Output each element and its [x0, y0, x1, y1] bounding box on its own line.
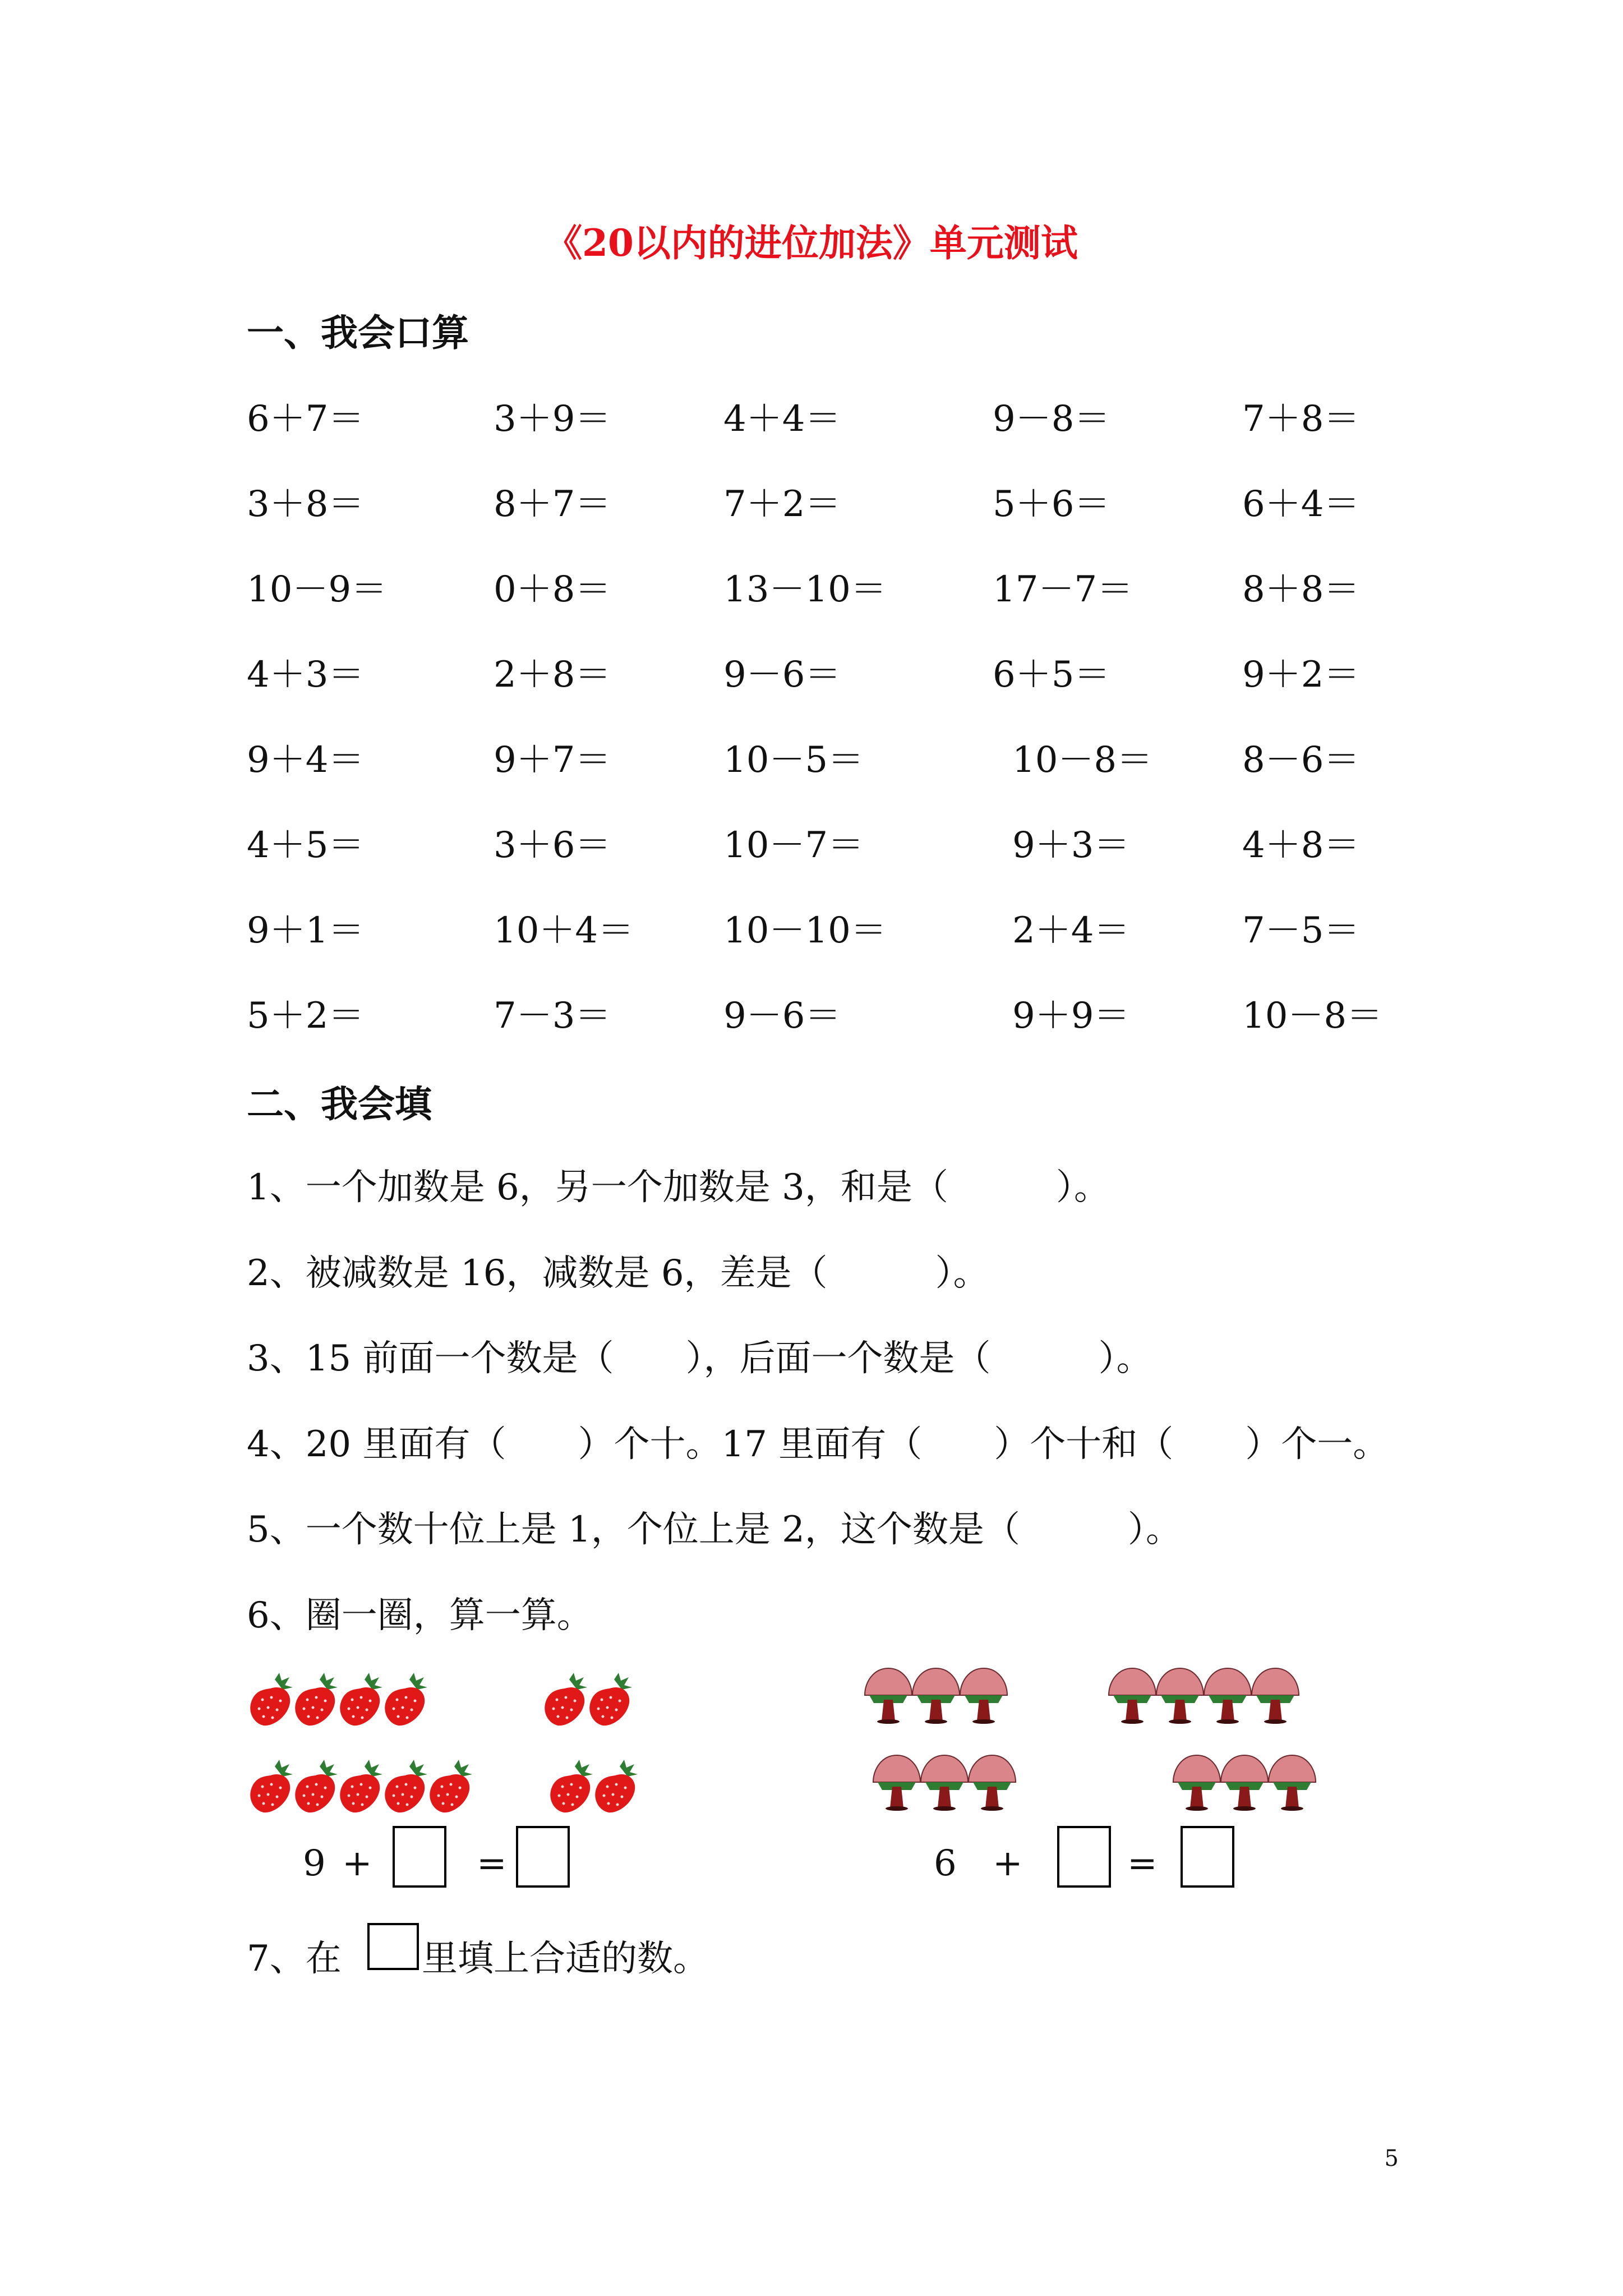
question-6: 6、圈一圈，算一算。 [247, 1595, 593, 1636]
arith-item: 8＋8＝ [1242, 569, 1360, 610]
strawberry-icon [292, 1759, 339, 1815]
arith-item: 6＋7＝ [247, 398, 365, 440]
right-answer-box-2[interactable] [1181, 1826, 1234, 1888]
mushroom-icon [967, 1753, 1017, 1811]
strawberry-icon [247, 1759, 294, 1815]
arith-item: 4＋5＝ [247, 825, 365, 866]
strawberry-icon [381, 1759, 428, 1815]
strawberry-icon [586, 1672, 633, 1728]
question-5: 5、一个数十位上是 1，个位上是 2，这个数是（ ）。 [247, 1509, 1182, 1550]
page-number: 5 [1384, 2146, 1399, 2171]
mushroom-icon [959, 1666, 1008, 1724]
mushroom-icon [1220, 1753, 1269, 1811]
arith-item: 3＋9＝ [494, 398, 611, 440]
mushroom-icon [872, 1753, 921, 1811]
arith-item: 9＋1＝ [247, 910, 365, 951]
arith-item: 9－8＝ [993, 398, 1110, 440]
arith-item: 9－6＝ [723, 654, 841, 696]
arith-item: 9＋7＝ [494, 739, 611, 781]
arith-item: 9＋3＝ [1012, 825, 1130, 866]
strawberry-icon [292, 1672, 339, 1728]
arith-item: 3＋8＝ [247, 484, 365, 525]
arith-item: 5＋2＝ [247, 995, 365, 1037]
arith-item: 10－10＝ [723, 910, 887, 951]
arith-item: 10＋4＝ [494, 910, 634, 951]
strawberry-icon [336, 1759, 384, 1815]
arith-item: 8－6＝ [1242, 739, 1360, 781]
section-1-heading: 一、我会口算 [247, 311, 469, 355]
arith-item: 7－5＝ [1242, 910, 1360, 951]
arith-item: 7＋2＝ [723, 484, 841, 525]
arith-item: 9＋4＝ [247, 739, 365, 781]
arith-item: 2＋8＝ [494, 654, 611, 696]
question-7-prefix: 7、在 [247, 1938, 342, 1980]
strawberry-icon [247, 1672, 294, 1728]
arith-item: 7＋8＝ [1242, 398, 1360, 440]
question-1: 1、一个加数是 6，另一个加数是 3，和是（ ）。 [247, 1167, 1110, 1208]
arith-item: 4＋4＝ [723, 398, 841, 440]
left-eq-a: 9 [303, 1843, 326, 1884]
question-4: 4、20 里面有（ ）个十。17 里面有（ ）个十和（ ）个一。 [247, 1424, 1389, 1465]
arith-item: 17－7＝ [993, 569, 1133, 610]
right-answer-box-1[interactable] [1057, 1826, 1111, 1888]
arith-item: 5＋6＝ [993, 484, 1110, 525]
mushroom-icon [920, 1753, 969, 1811]
arith-item: 4＋8＝ [1242, 825, 1360, 866]
arith-item: 10－8＝ [1242, 995, 1383, 1037]
arith-item: 9－6＝ [723, 995, 841, 1037]
arith-item: 13－10＝ [723, 569, 887, 610]
mushroom-icon [1172, 1753, 1221, 1811]
strawberry-icon [592, 1759, 639, 1815]
question-7-suffix: 里填上合适的数。 [422, 1938, 709, 1980]
right-eq-equals: = [1127, 1843, 1158, 1884]
question-2: 2、被减数是 16，减数是 6，差是（ ）。 [247, 1253, 989, 1294]
arith-item: 7－3＝ [494, 995, 611, 1037]
left-eq-plus: + [342, 1843, 372, 1884]
arith-item: 4＋3＝ [247, 654, 365, 696]
document-title: 《20以内的进位加法》单元测试 [545, 221, 1078, 265]
strawberry-icon [426, 1759, 473, 1815]
arith-item: 9＋2＝ [1242, 654, 1360, 696]
mushroom-icon [1155, 1666, 1205, 1724]
arith-item: 3＋6＝ [494, 825, 611, 866]
strawberry-icon [381, 1672, 428, 1728]
strawberry-icon [547, 1759, 594, 1815]
left-answer-box-1[interactable] [393, 1826, 446, 1888]
arith-item: 6＋4＝ [1242, 484, 1360, 525]
strawberry-icon [336, 1672, 384, 1728]
question-3: 3、15 前面一个数是（ ），后面一个数是（ ）。 [247, 1338, 1152, 1379]
mushroom-icon [1267, 1753, 1317, 1811]
mushroom-icon [1251, 1666, 1300, 1724]
arith-item: 10－5＝ [723, 739, 864, 781]
right-eq-a: 6 [934, 1843, 957, 1884]
arith-item: 2＋4＝ [1012, 910, 1130, 951]
section-2-heading: 二、我会填 [247, 1082, 432, 1126]
arith-item: 10－9＝ [247, 569, 388, 610]
arith-item: 10－7＝ [723, 825, 864, 866]
arith-item: 10－8＝ [1012, 739, 1153, 781]
arith-item: 0＋8＝ [494, 569, 611, 610]
left-eq-equals: = [477, 1843, 507, 1884]
mushroom-icon [1203, 1666, 1252, 1724]
q7-example-box [367, 1923, 419, 1970]
mushroom-icon [911, 1666, 961, 1724]
arith-item: 9＋9＝ [1012, 995, 1130, 1037]
mushroom-icon [1108, 1666, 1157, 1724]
arith-item: 6＋5＝ [993, 654, 1110, 696]
strawberry-icon [541, 1672, 588, 1728]
right-eq-plus: + [993, 1843, 1023, 1884]
mushroom-icon [864, 1666, 913, 1724]
arith-item: 8＋7＝ [494, 484, 611, 525]
left-answer-box-2[interactable] [516, 1826, 570, 1888]
